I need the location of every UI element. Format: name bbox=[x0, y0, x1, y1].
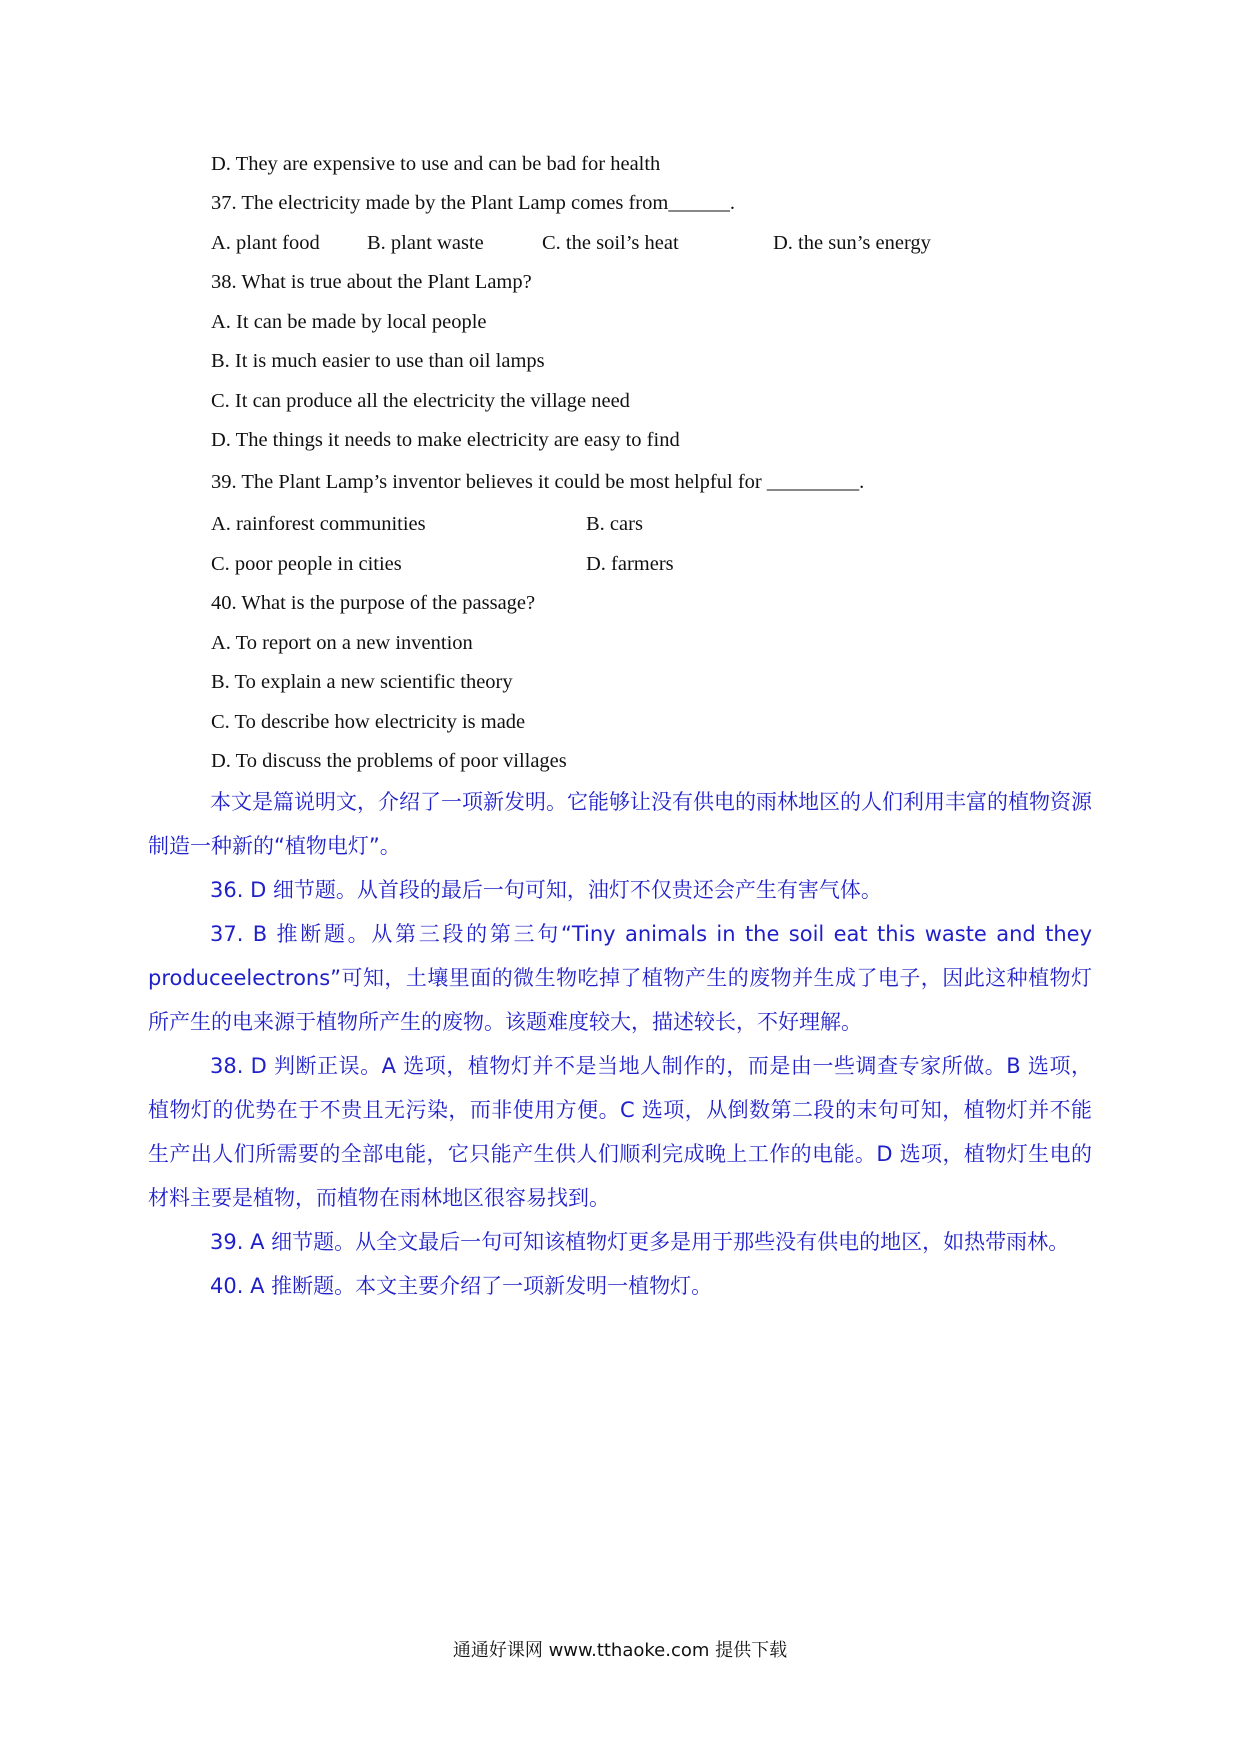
question-39-option-a: A. rainforest communities bbox=[211, 513, 426, 535]
answer-39: 39. A 细节题。从全文最后一句可知该植物灯更多是用于那些没有供电的地区，如热带雨林。 bbox=[210, 1230, 1070, 1254]
page-footer: 通通好课网 www.tthaoke.com 提供下载 bbox=[452, 1640, 788, 1661]
answer-40: 40. A 推断题。本文主要介绍了一项新发明一植物灯。 bbox=[210, 1274, 713, 1298]
question-37-stem: 37. The electricity made by the Plant Lamp comes from______. bbox=[211, 192, 735, 214]
question-39-stem: 39. The Plant Lamp’s inventor believes it could be most helpful for _________. bbox=[211, 471, 865, 493]
question-38-option-d: D. The things it needs to make electricity are easy to find bbox=[211, 429, 680, 451]
question-39-option-d: D. farmers bbox=[586, 553, 674, 575]
question-40-option-b: B. To explain a new scientific theory bbox=[211, 671, 513, 693]
question-36-option-d: D. They are expensive to use and can be bad for health bbox=[211, 153, 661, 175]
question-37-option-d: D. the sun’s energy bbox=[773, 232, 931, 254]
answer-explanations bbox=[148, 780, 1092, 1308]
question-39-option-c: C. poor people in cities bbox=[211, 553, 402, 575]
question-38-option-c: C. It can produce all the electricity the village need bbox=[211, 390, 630, 412]
answer-intro: 本文是篇说明文，介绍了一项新发明。它能够让没有供电的雨林地区的人们利用丰富的植物资源制造一种新的“植物电灯”。 bbox=[148, 790, 1092, 858]
question-38-option-a: A. It can be made by local people bbox=[211, 311, 487, 333]
question-39-option-b: B. cars bbox=[586, 513, 643, 535]
question-38-stem: 38. What is true about the Plant Lamp? bbox=[211, 271, 532, 293]
question-37-option-b: B. plant waste bbox=[367, 232, 484, 254]
question-38-option-b: B. It is much easier to use than oil lamps bbox=[211, 350, 545, 372]
question-37-option-c: C. the soil’s heat bbox=[542, 232, 679, 254]
answer-37: 37. B 推断题。从第三段的第三句“Tiny animals in the soil eat this waste and they produceelectrons”可知，土壤里面的微生物吃掉了植物产生的废物并生成了电子，因此这种植物灯所产生的电来源于植物所产生的废物。该题难度较大，描述较长，不好理解。 bbox=[148, 922, 1092, 1034]
answer-36: 36. D 细节题。从首段的最后一句可知，油灯不仅贵还会产生有害气体。 bbox=[210, 878, 882, 902]
question-37-option-a: A. plant food bbox=[211, 232, 320, 254]
question-40-option-c: C. To describe how electricity is made bbox=[211, 711, 526, 733]
question-40-stem: 40. What is the purpose of the passage? bbox=[211, 592, 536, 614]
question-40-option-a: A. To report on a new invention bbox=[211, 632, 473, 654]
question-40-option-d: D. To discuss the problems of poor villages bbox=[211, 750, 567, 772]
answer-38: 38. D 判断正误。A 选项，植物灯并不是当地人制作的，而是由一些调查专家所做。B 选项，植物灯的优势在于不贵且无污染，而非使用方便。C 选项，从倒数第二段的末句可知，植物灯并不能生产出人们所需要的全部电能，它只能产生供人们顺利完成晚上工作的电能。D 选项，植物灯生电的材料主要是植物，而植物在雨林地区很容易找到。 bbox=[148, 1054, 1092, 1210]
